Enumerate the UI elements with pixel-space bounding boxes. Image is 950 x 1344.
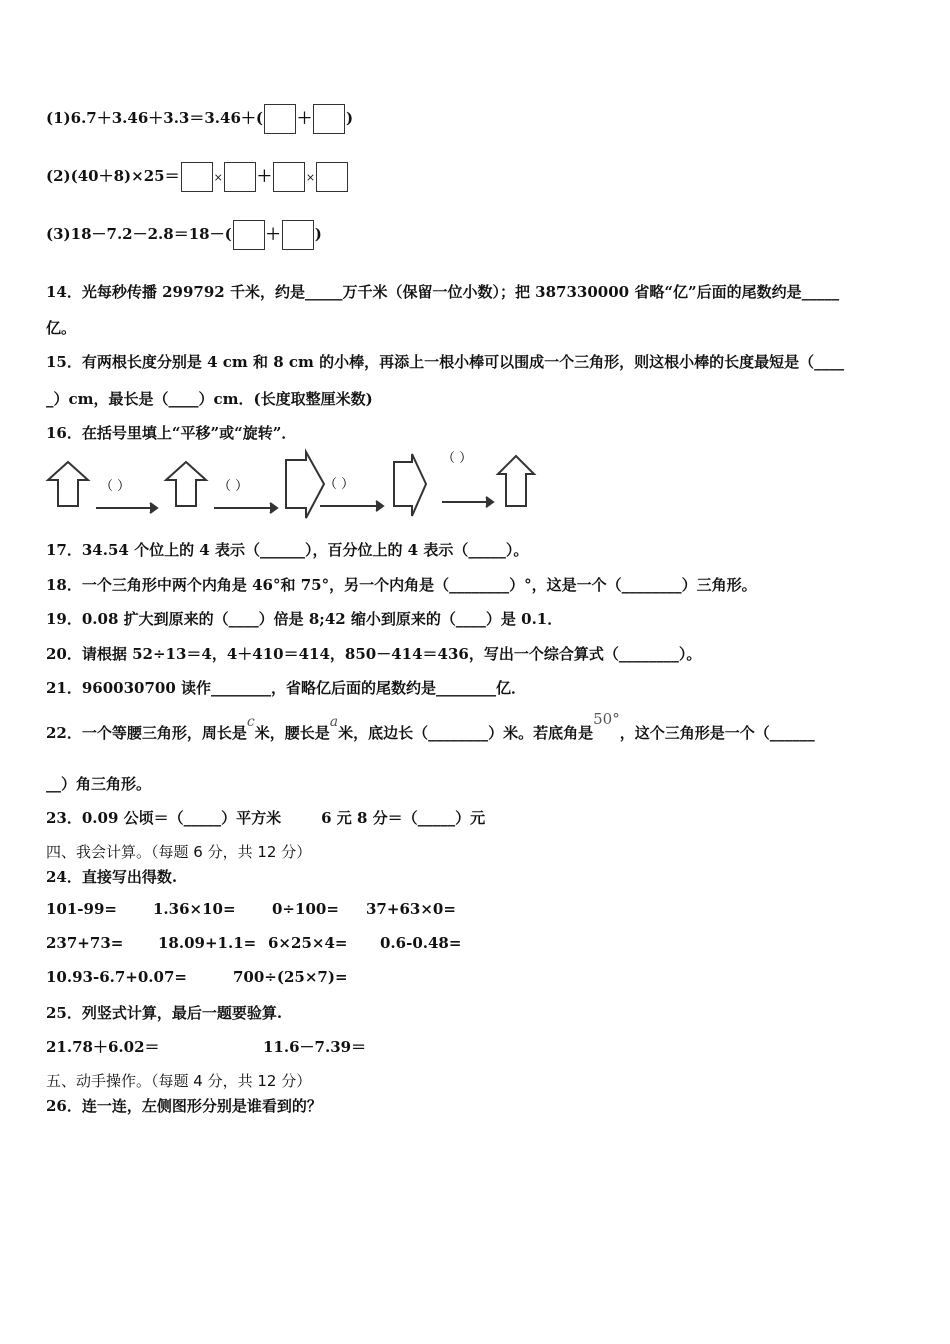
q24-r3-c1: 10.93-6.7+0.07= [46,968,187,986]
q13-line2-left: (2)(40＋8)×25＝ [46,167,180,185]
angle-50: 50° [593,710,620,728]
answer-box[interactable] [264,104,296,134]
right-arrow-shape [394,454,426,516]
plus-sign: ＋ [256,167,272,185]
plus-sign: ＋ [297,109,313,127]
q22-line1 [46,710,815,743]
q22-part2: 米，腰长是 [254,724,330,742]
q15-line2: _）cm，最长是（____）cm．(长度取整厘米数) [46,390,373,408]
q24-r3-c2: 700÷(25×7)= [233,968,348,986]
bracket-label: （ ） [324,477,355,492]
up-arrow-shape [498,456,534,506]
plus-sign: ＋ [265,225,281,243]
q19: 19．0.08 扩大到原来的（____）倍是 8;42 缩小到原来的（____）是 0.1． [46,610,563,628]
q24-title: 24．直接写出得数. [46,868,178,886]
right-arrow-shape [286,452,324,518]
times-sign: × [305,171,316,184]
q13-line2 [46,162,349,192]
q25-item1: 21.78＋6.02＝ [46,1038,160,1056]
q15-line1: 15．有两根长度分别是 4 cm 和 8 cm 的小棒，再添上一根小棒可以围成一个三角形，则这根小棒的长度最短是（____ [46,353,845,371]
section-5-title: 五、动手操作。（每题 4 分，共 12 分） [46,1072,312,1090]
close-paren: ) [346,109,354,127]
q13-line3 [46,220,322,250]
section-4-title: 四、我会计算。（每题 6 分，共 12 分） [46,843,312,861]
q20: 20．请根据 52÷13＝4，4＋410＝414，850－414＝436，写出一个综合算式（________）。 [46,645,702,663]
q24-r2-c1: 237+73= [46,934,124,952]
q23-part-b: 6 元 8 分＝（_____）元 [321,809,486,827]
q22-line2: __）角三角形。 [46,775,152,793]
answer-box[interactable] [224,162,256,192]
answer-box[interactable] [316,162,348,192]
q23 [46,807,485,828]
q24-r1-c1: 101-99= [46,900,117,918]
q24-r2-c3: 6×25×4= [268,934,348,952]
q24-r1-c2: 1.36×10= [153,900,236,918]
q21: 21．960030700 读作________，省略亿后面的尾数约是________亿． [46,679,527,697]
q24-r2-c4: 0.6-0.48= [380,934,462,952]
variable-c: c [246,714,255,730]
q22-part1: 22．一个等腰三角形，周长是 [46,724,247,742]
answer-box[interactable] [273,162,305,192]
q14-line1: 14．光每秒传播 299792 千米，约是_____万千米（保留一位小数）；把 387330000 省略“亿”后面的尾数约是_____ [46,283,840,301]
up-arrow-shape [48,462,88,506]
q13-line1 [46,104,353,134]
answer-box[interactable] [233,220,265,250]
q14-line2: 亿。 [46,319,77,337]
q24-r1-c3: 0÷100= [272,900,339,918]
bracket-label: （ ） [442,451,473,466]
answer-box[interactable] [181,162,213,192]
bracket-label: （ ） [218,479,249,494]
answer-box[interactable] [313,104,345,134]
q13-line1-left: (1)6.7＋3.46＋3.3＝3.46＋( [46,109,263,127]
q24-r2-c2: 18.09+1.1= [158,934,257,952]
q17: 17．34.54 个位上的 4 表示（______），百分位上的 4 表示（_____）。 [46,541,529,559]
q24-r1-c4: 37+63×0= [366,900,456,918]
bracket-label: （ ） [100,479,131,494]
close-paren: ) [314,225,322,243]
answer-box[interactable] [282,220,314,250]
q16-figure [44,448,544,522]
q26-title: 26．连一连，左侧图形分别是谁看到的？ [46,1097,322,1115]
up-arrow-shape [166,462,206,506]
q13-line3-left: (3)18－7.2－2.8＝18－( [46,225,232,243]
q22-part4: ，这个三角形是一个（______ [619,724,815,742]
times-sign: × [213,171,223,184]
q25-item2: 11.6－7.39＝ [263,1038,367,1056]
q22-part3: 米，底边长（________）米。若底角是 [338,724,594,742]
q25-title: 25．列竖式计算，最后一题要验算. [46,1004,283,1022]
q16-text: 16．在括号里填上“平移”或“旋转”． [46,424,297,442]
variable-a: a [329,714,339,730]
q23-part-a: 23．0.09 公顷＝（_____）平方米 [46,809,282,827]
q18: 18．一个三角形中两个内角是 46°和 75°，另一个内角是（________）°，这是一个（________）三角形。 [46,576,757,594]
